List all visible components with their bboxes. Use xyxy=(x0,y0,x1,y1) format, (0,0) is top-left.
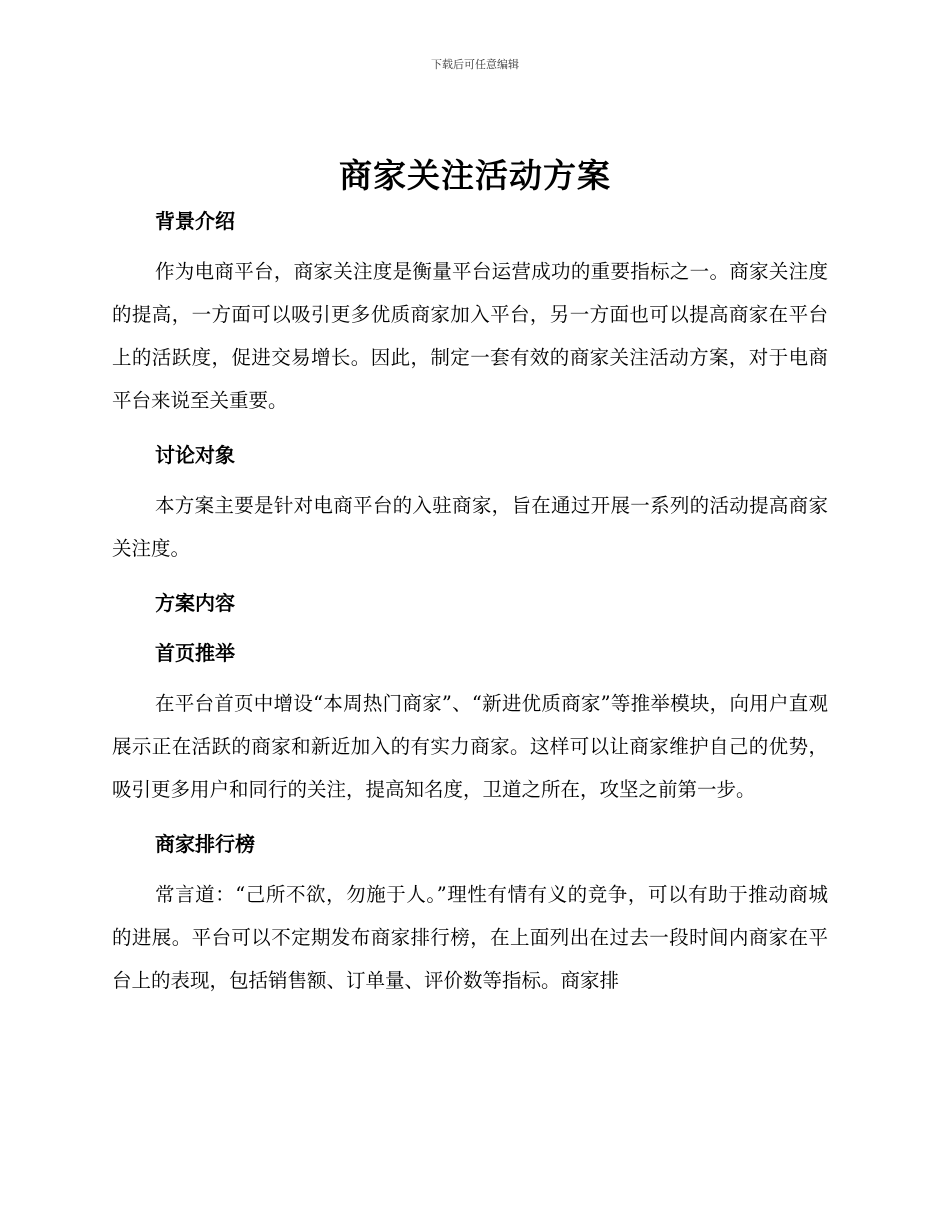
heading-homepage: 首页推举 xyxy=(155,641,235,665)
page-header-note: 下载后可任意编辑 xyxy=(431,58,519,71)
paragraph-ranking: 常言道：“己所不欲，勿施于人。”理性有情有义的竞争，可以有助于推动商城的进展。平台可以不定期发布商家排行榜，在上面列出在过去一段时间内商家在平台上的表现，包括销售额、订单量、评价数等指标。商家排 xyxy=(112,883,828,992)
paragraph-homepage: 在平台首页中增设“本周热门商家”、“新进优质商家”等推举模块，向用户直观展示正在活跃的商家和新近加入的有实力商家。这样可以让商家维护自己的优势，吸引更多用户和同行的关注，提高知名度，卫道之所在，攻坚之前第一步。 xyxy=(112,692,828,801)
document-title: 商家关注活动方案 xyxy=(339,156,611,195)
heading-ranking: 商家排行榜 xyxy=(155,832,255,856)
paragraph-background: 作为电商平台，商家关注度是衡量平台运营成功的重要指标之一。商家关注度的提高，一方面可以吸引更多优质商家加入平台，另一方面也可以提高商家在平台上的活跃度，促进交易增长。因此，制定一套有效的商家关注活动方案，对于电商平台来说至关重要。 xyxy=(112,260,828,412)
heading-target: 讨论对象 xyxy=(155,443,235,467)
heading-content: 方案内容 xyxy=(155,591,235,615)
document-body xyxy=(112,200,828,1002)
paragraph-target: 本方案主要是针对电商平台的入驻商家，旨在通过开展一系列的活动提高商家关注度。 xyxy=(112,494,828,560)
heading-background: 背景介绍 xyxy=(155,209,235,233)
